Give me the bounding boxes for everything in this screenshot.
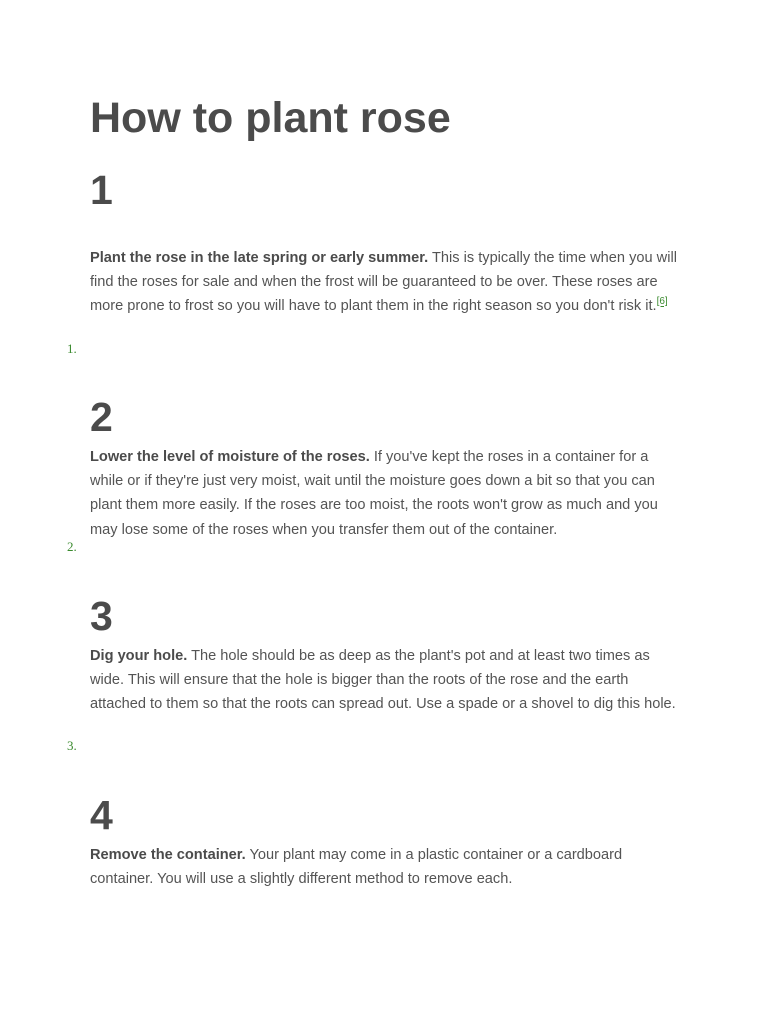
step-lead: Remove the container. — [90, 847, 246, 863]
page-title: How to plant rose — [90, 94, 451, 142]
reference-link[interactable]: [6] — [656, 296, 668, 308]
step-description — [90, 246, 682, 319]
step-body: This is typically the time when you will find the roses for sale and when the frost will be guaranteed to be over. These roses are more prone to frost so you will have to plant them in the right season so you don't risk it. — [90, 250, 677, 315]
step-body: The hole should be as deep as the plant's pot and at least two times as wide. This will ensure that the hole is bigger than the roots of the rose and the earth attached to them so that the roots can spread out. Use a spade or a shovel to dig this hole. — [90, 648, 676, 713]
step-body: If you've kept the roses in a container for a while or if they're just very moist, wait until the moisture goes down a bit so that you can plant them more easily. If the roses are too moist, the roots won't grow as much and you may lose some of the roses when you transfer them out of the container. — [90, 449, 658, 538]
step-number: 4 — [90, 792, 113, 838]
list-marker: 2. — [67, 539, 77, 554]
list-marker: 3. — [67, 738, 77, 753]
step-description — [90, 644, 682, 717]
step-lead: Plant the rose in the late spring or early summer. — [90, 250, 429, 266]
step-number: 2 — [90, 394, 113, 440]
step-description — [90, 843, 682, 891]
step-lead: Lower the level of moisture of the roses. — [90, 449, 370, 465]
step-lead: Dig your hole. — [90, 648, 188, 664]
step-number: 3 — [90, 593, 113, 639]
step-number: 1 — [90, 167, 113, 213]
step-description — [90, 445, 682, 542]
list-marker: 1. — [67, 341, 77, 356]
step-body: Your plant may come in a plastic container or a cardboard container. You will use a slightly different method to remove each. — [90, 847, 623, 888]
